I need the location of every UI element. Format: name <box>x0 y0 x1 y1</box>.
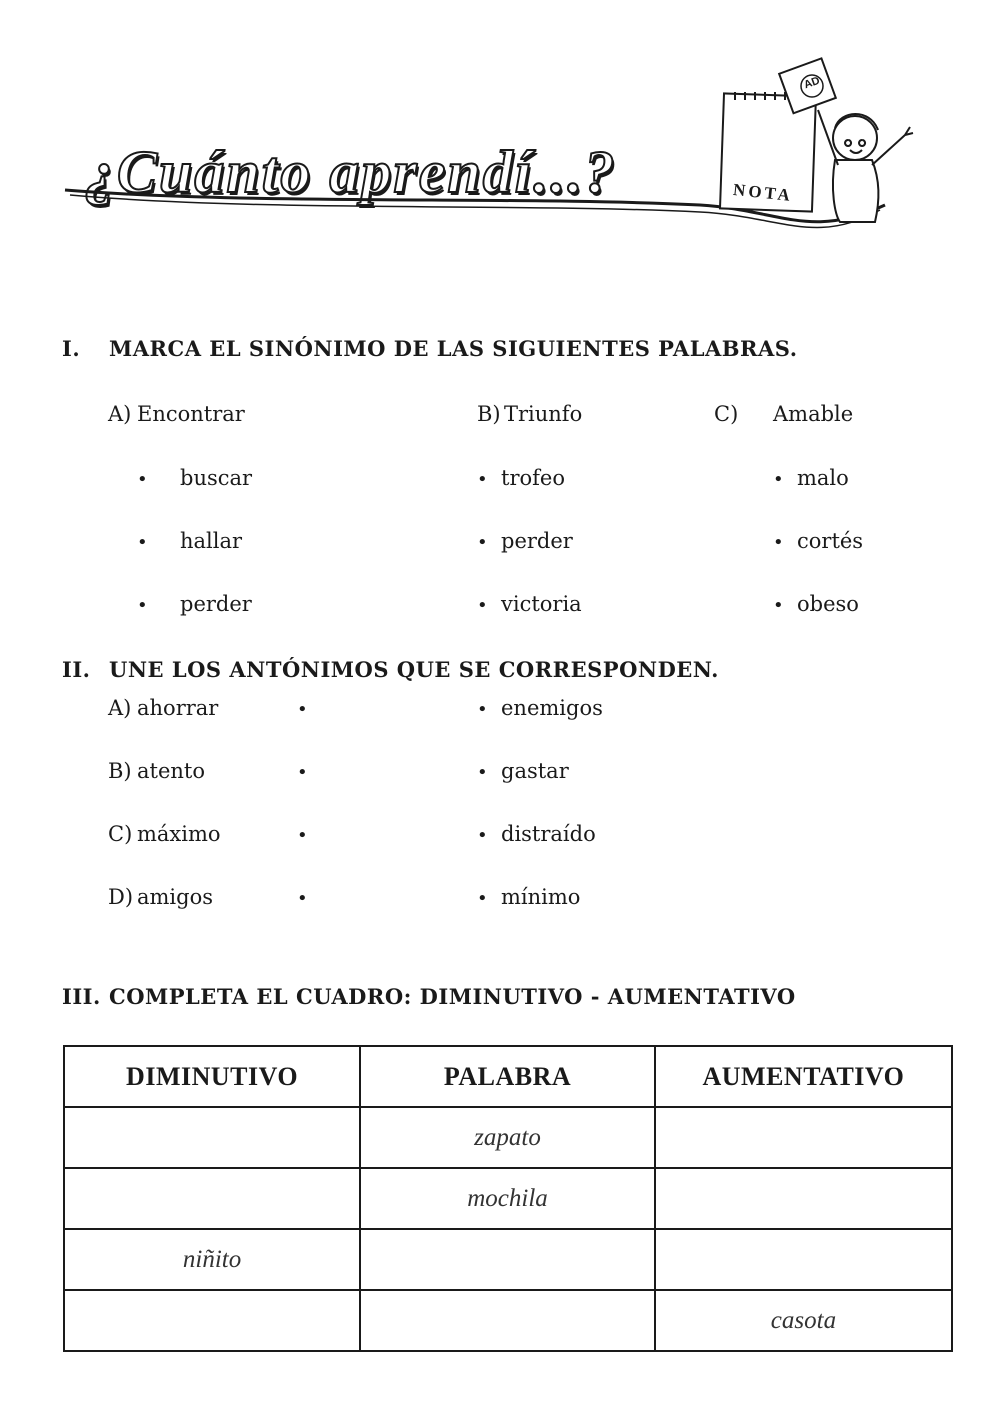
match-dot-left[interactable]: • <box>297 888 308 909</box>
match-dot-left[interactable]: • <box>297 825 308 846</box>
right-word-4[interactable]: mínimo <box>501 885 581 909</box>
group-a-word: Encontrar <box>137 402 245 426</box>
header-palabra: PALABRA <box>360 1046 655 1107</box>
table-row <box>64 1229 952 1290</box>
bullet-icon: • <box>773 532 784 553</box>
group-c-word: Amable <box>773 402 854 426</box>
bullet-icon: • <box>137 595 148 616</box>
bullet-icon: • <box>137 532 148 553</box>
section-3-title: COMPLETA EL CUADRO: DIMINUTIVO - AUMENTATIVO <box>109 984 796 1009</box>
cell-diminutivo[interactable] <box>64 1168 360 1229</box>
group-c-letter: C) <box>714 402 739 426</box>
section-2-title: UNE LOS ANTÓNIMOS QUE SE CORRESPONDEN. <box>109 657 719 682</box>
group-b-letter: B) <box>477 402 501 426</box>
option-c1[interactable]: malo <box>797 466 849 490</box>
page-title: ¿Cuánto aprendí...? <box>85 139 617 205</box>
header-illustration <box>0 0 1000 260</box>
group-a-letter: A) <box>108 402 132 426</box>
cell-diminutivo: niñito <box>64 1229 360 1290</box>
table-row <box>64 1168 952 1229</box>
section-3-number: III. <box>62 984 101 1009</box>
bullet-icon: • <box>773 469 784 490</box>
cell-palabra[interactable] <box>360 1290 655 1351</box>
match-dot-right[interactable]: • <box>477 699 488 720</box>
match-dot-left[interactable]: • <box>297 762 308 783</box>
bullet-icon: • <box>773 595 784 616</box>
option-a3[interactable]: perder <box>180 592 252 616</box>
bullet-icon: • <box>477 532 488 553</box>
cell-aumentativo: casota <box>655 1290 952 1351</box>
option-a1[interactable]: buscar <box>180 466 253 490</box>
left-word-d[interactable]: amigos <box>137 885 214 909</box>
option-b3[interactable]: victoria <box>501 592 582 616</box>
match-dot-right[interactable]: • <box>477 888 488 909</box>
header-diminutivo: DIMINUTIVO <box>64 1046 360 1107</box>
section-1-number: I. <box>62 336 81 361</box>
left-letter-d: D) <box>108 885 134 909</box>
section-1-title: MARCA EL SINÓNIMO DE LAS SIGUIENTES PALABRAS. <box>109 336 798 361</box>
left-word-a[interactable]: ahorrar <box>137 696 219 720</box>
table-row <box>64 1290 952 1351</box>
left-letter-a: A) <box>108 696 132 720</box>
bullet-icon: • <box>477 469 488 490</box>
table-row <box>64 1107 952 1168</box>
paper-mark: AD <box>802 74 822 92</box>
left-word-b[interactable]: atento <box>137 759 205 783</box>
option-b2[interactable]: perder <box>501 529 573 553</box>
cell-diminutivo[interactable] <box>64 1290 360 1351</box>
match-dot-right[interactable]: • <box>477 762 488 783</box>
right-word-1[interactable]: enemigos <box>501 696 603 720</box>
bullet-icon: • <box>137 469 148 490</box>
cell-palabra[interactable] <box>360 1229 655 1290</box>
table-header-row <box>64 1046 952 1107</box>
option-c3[interactable]: obeso <box>797 592 859 616</box>
option-a2[interactable]: hallar <box>180 529 243 553</box>
cell-aumentativo[interactable] <box>655 1229 952 1290</box>
bullet-icon: • <box>477 595 488 616</box>
left-word-c[interactable]: máximo <box>137 822 221 846</box>
left-letter-b: B) <box>108 759 132 783</box>
match-dot-right[interactable]: • <box>477 825 488 846</box>
right-word-3[interactable]: distraído <box>501 822 596 846</box>
cell-aumentativo[interactable] <box>655 1168 952 1229</box>
match-dot-left[interactable]: • <box>297 699 308 720</box>
cell-diminutivo[interactable] <box>64 1107 360 1168</box>
section-2-number: II. <box>62 657 91 682</box>
diminutive-augmentative-table <box>63 1045 953 1352</box>
right-word-2[interactable]: gastar <box>501 759 569 783</box>
cell-palabra: zapato <box>360 1107 655 1168</box>
header-aumentativo: AUMENTATIVO <box>655 1046 952 1107</box>
child-figure-icon <box>818 110 913 222</box>
left-letter-c: C) <box>108 822 133 846</box>
group-b-word: Triunfo <box>504 402 583 426</box>
option-c2[interactable]: cortés <box>797 529 864 553</box>
cell-palabra: mochila <box>360 1168 655 1229</box>
option-b1[interactable]: trofeo <box>501 466 565 490</box>
nota-badge: NOTA <box>732 179 794 206</box>
cell-aumentativo[interactable] <box>655 1107 952 1168</box>
